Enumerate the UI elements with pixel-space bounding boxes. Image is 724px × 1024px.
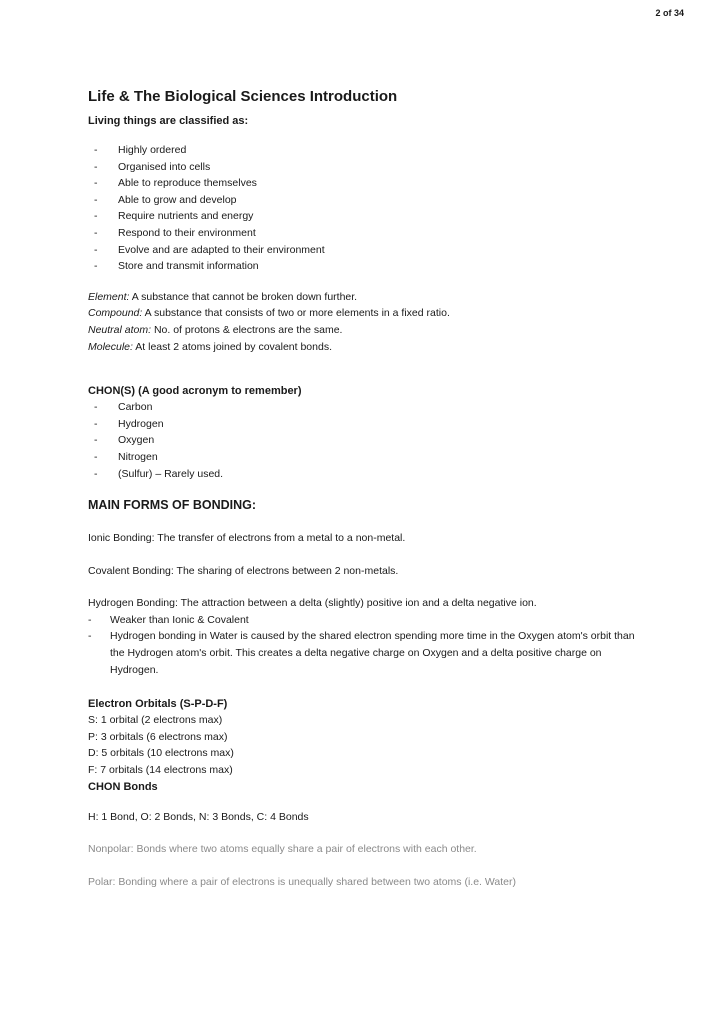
definitions	[88, 289, 648, 355]
list-item: - Require nutrients and energy	[88, 208, 648, 225]
chon-heading: CHON(S) (A good acronym to remember)	[88, 385, 302, 398]
list-item: - Evolve and are adapted to their environment	[88, 242, 648, 259]
classified-list	[88, 142, 648, 275]
hydrogen-bonding: Hydrogen Bonding: The attraction between a delta (slightly) positive ion and a delta negative ion.	[88, 597, 537, 610]
list-item: - Organised into cells	[88, 159, 648, 176]
orbital-line: D: 5 orbitals (10 electrons max)	[88, 747, 234, 760]
orbital-line: S: 1 orbital (2 electrons max)	[88, 714, 223, 727]
list-item: - Respond to their environment	[88, 225, 648, 242]
definition-element	[88, 289, 648, 306]
list-item: - Able to reproduce themselves	[88, 175, 648, 192]
definition-text: At least 2 atoms joined by covalent bonds.	[132, 340, 332, 353]
orbitals-list	[88, 712, 648, 778]
chon-list	[88, 399, 648, 482]
definition-term: Element:	[88, 290, 130, 303]
definition-compound	[88, 305, 648, 322]
definition-text: No. of protons & electrons are the same.	[151, 323, 343, 336]
orbitals-heading: Electron Orbitals (S-P-D-F)	[88, 698, 228, 711]
hydrogen-list	[88, 612, 648, 678]
page-content	[88, 88, 648, 890]
definition-neutral-atom	[88, 322, 648, 339]
orbital-line: F: 7 orbitals (14 electrons max)	[88, 764, 233, 777]
chon-bonds-heading: CHON Bonds	[88, 780, 158, 793]
page-number: 2 of 34	[655, 8, 684, 18]
list-item: - Store and transmit information	[88, 258, 648, 275]
definition-term: Neutral atom:	[88, 323, 152, 336]
definition-molecule	[88, 339, 648, 356]
nonpolar-text: Nonpolar: Bonds where two atoms equally share a pair of electrons with each other.	[88, 843, 477, 856]
ionic-bonding: Ionic Bonding: The transfer of electrons from a metal to a non-metal.	[88, 532, 406, 545]
list-item: - Able to grow and develop	[88, 192, 648, 209]
list-item: - Oxygen	[88, 432, 648, 449]
covalent-bonding: Covalent Bonding: The sharing of electrons between 2 non-metals.	[88, 564, 399, 577]
bonding-heading: MAIN FORMS OF BONDING:	[88, 498, 257, 513]
list-item: - Nitrogen	[88, 449, 648, 466]
polar-text: Polar: Bonding where a pair of electrons is unequally shared between two atoms (i.e. Water)	[88, 875, 516, 888]
list-item: - (Sulfur) – Rarely used.	[88, 466, 648, 483]
list-item: - Weaker than Ionic & Covalent	[88, 612, 648, 629]
definition-term: Molecule:	[88, 340, 133, 353]
list-item: - Highly ordered	[88, 142, 648, 159]
list-item: - Hydrogen bonding in Water is caused by the shared electron spending more time in the Oxygen atom's orbit than the Hydrogen atom's orbit. This creates a delta negative charge on Oxygen and a delta positive charge on Hydrogen.	[88, 628, 648, 678]
definition-text: A substance that cannot be broken down further.	[129, 290, 358, 303]
definition-text: A substance that consists of two or more elements in a fixed ratio.	[142, 307, 450, 320]
page-title: Life & The Biological Sciences Introduction	[88, 88, 398, 105]
list-item: - Carbon	[88, 399, 648, 416]
classified-heading: Living things are classified as:	[88, 115, 249, 127]
list-item: - Hydrogen	[88, 416, 648, 433]
definition-term: Compound:	[88, 307, 143, 320]
chon-bonds-text: H: 1 Bond, O: 2 Bonds, N: 3 Bonds, C: 4 Bonds	[88, 810, 309, 823]
orbital-line: P: 3 orbitals (6 electrons max)	[88, 730, 228, 743]
